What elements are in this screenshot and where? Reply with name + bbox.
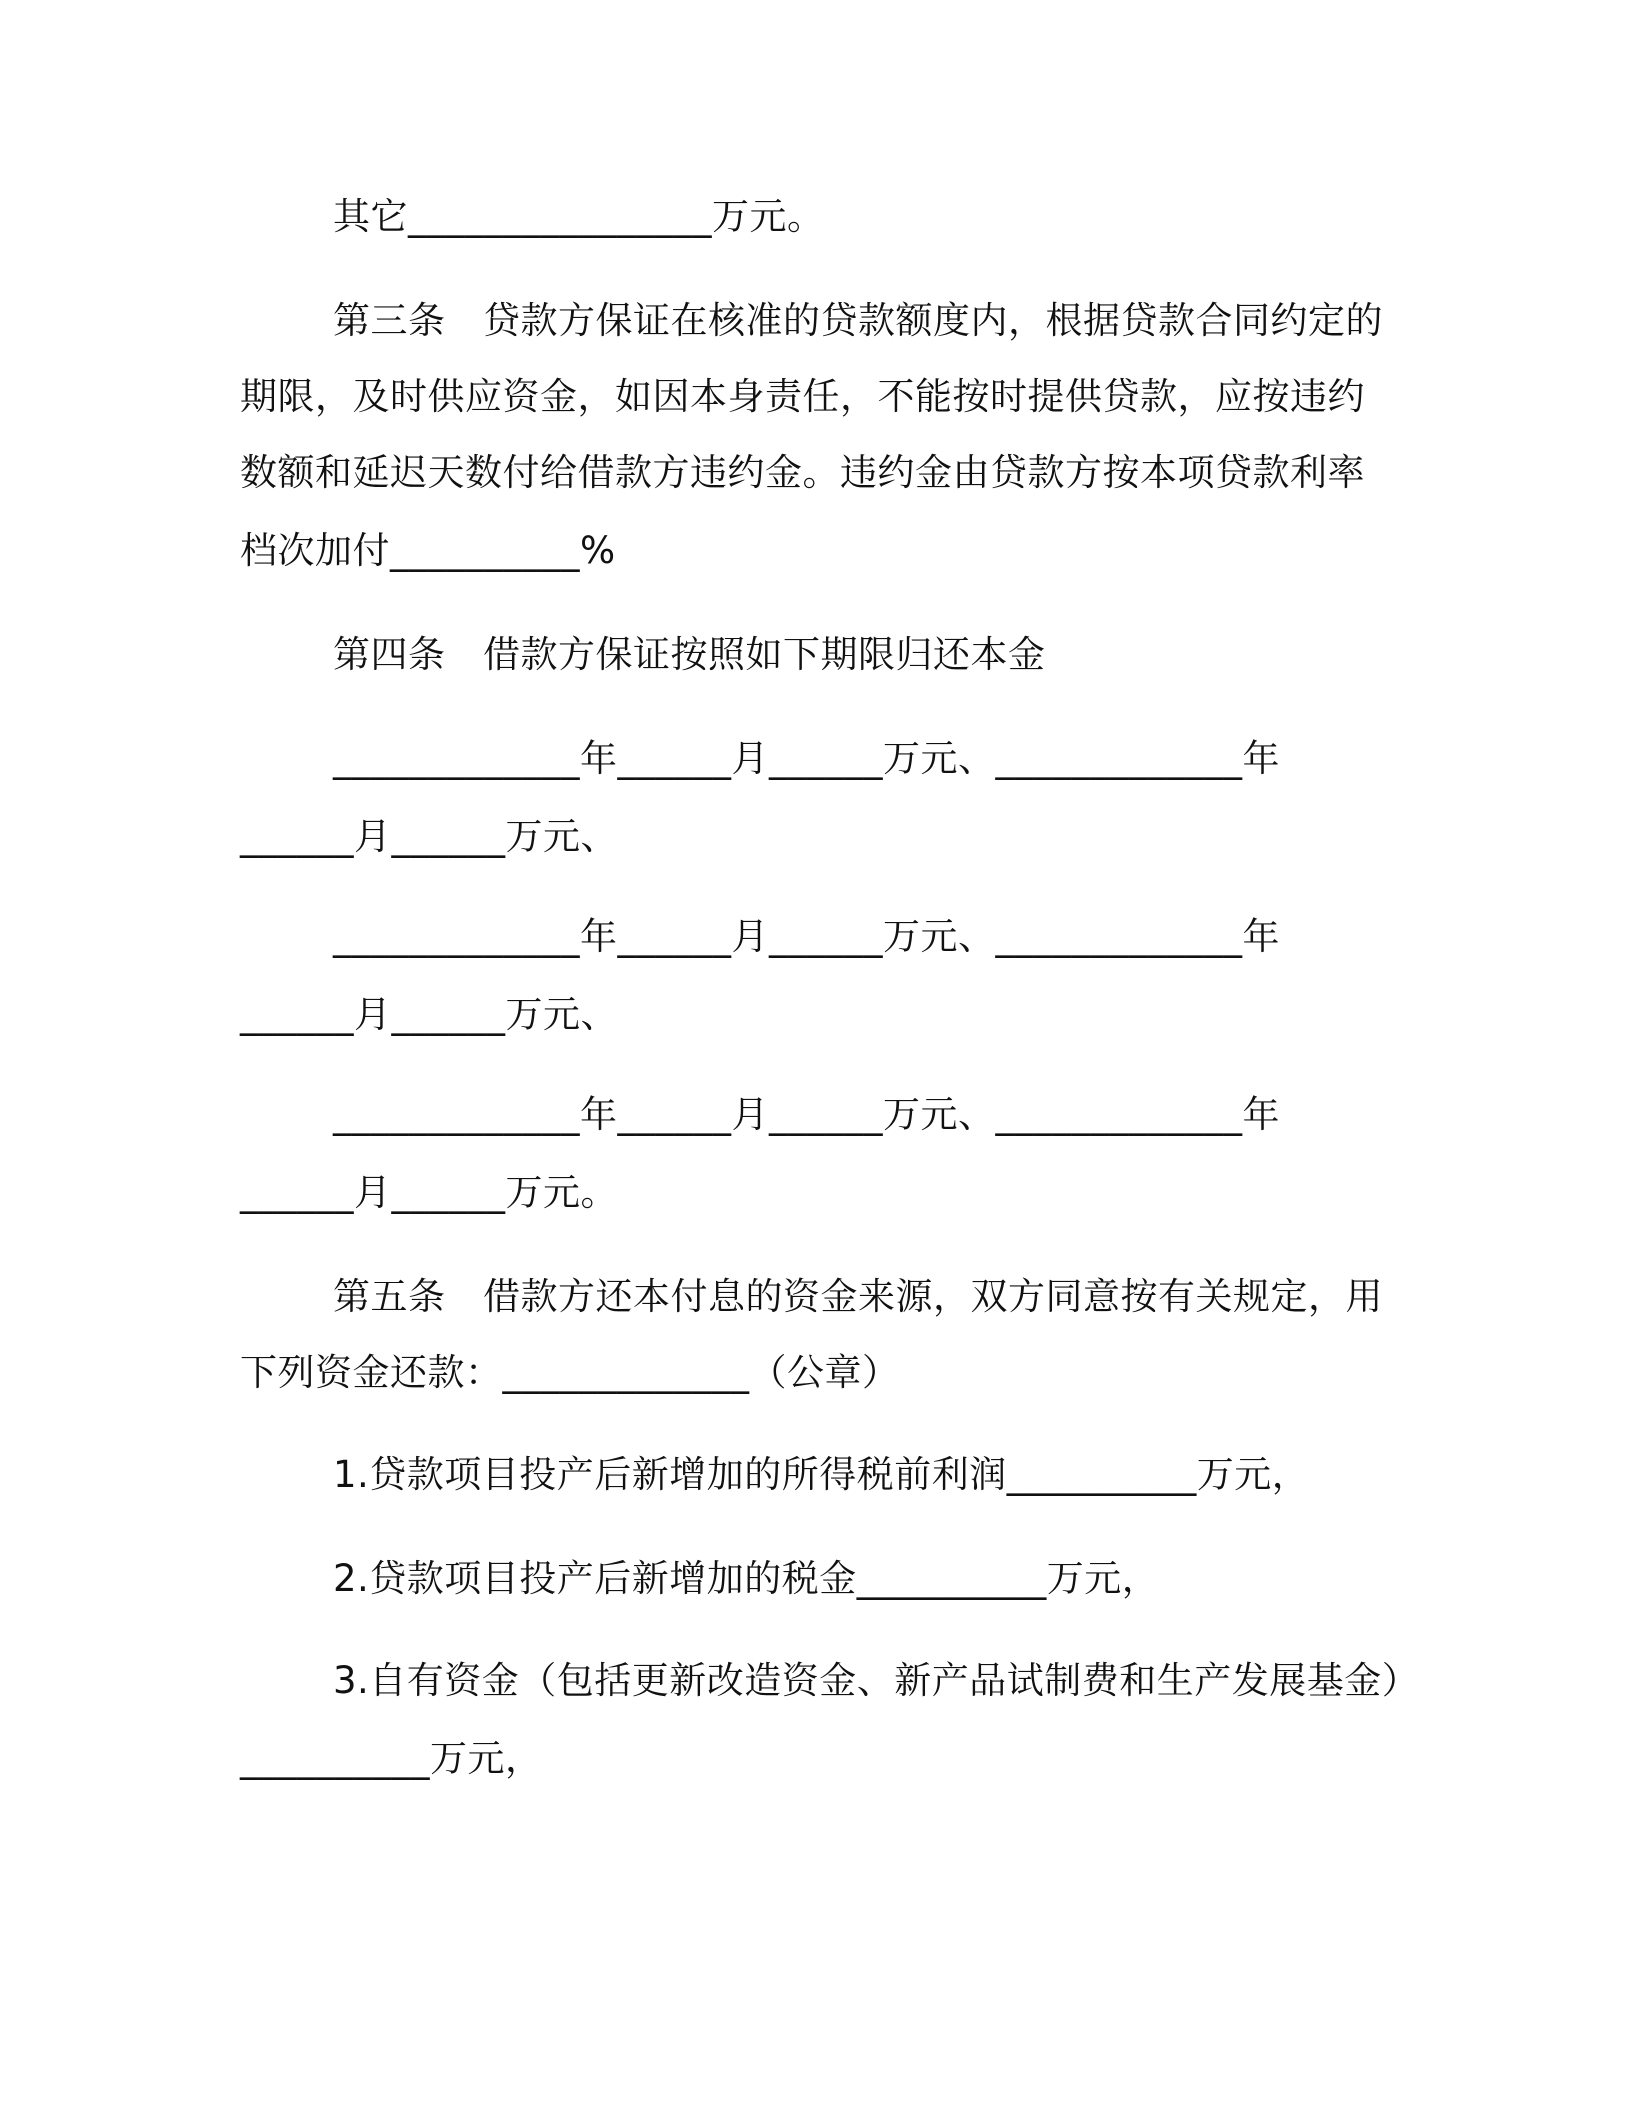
repayment-schedule-line-6: ______月______万元。 bbox=[240, 1171, 618, 1214]
repayment-schedule-line-2: ______月______万元、 bbox=[240, 815, 618, 858]
article-5-line-2: 下列资金还款：_____________（公章） bbox=[240, 1351, 900, 1394]
article-3-line-4: 档次加付__________% bbox=[240, 529, 616, 572]
article-4-heading: 第四条 借款方保证按照如下期限归还本金 bbox=[333, 633, 1046, 676]
repayment-schedule-line-4: ______月______万元、 bbox=[240, 993, 618, 1036]
article-3-line-3: 数额和延迟天数付给借款方违约金。违约金由贷款方按本项贷款利率 bbox=[240, 451, 1365, 494]
fund-source-item-2: 2.贷款项目投产后新增加的税金__________万元， bbox=[333, 1557, 1160, 1600]
repayment-schedule-line-3: _____________年______月______万元、_____________年 bbox=[333, 915, 1280, 958]
fund-source-item-3: 3.自有资金（包括更新改造资金、新产品试制费和生产发展基金） bbox=[333, 1659, 1420, 1702]
fund-source-item-1: 1.贷款项目投产后新增加的所得税前利润__________万元， bbox=[333, 1453, 1310, 1496]
article-5-line-1: 第五条 借款方还本付息的资金来源，双方同意按有关规定，用 bbox=[333, 1275, 1383, 1318]
article-3-line-2: 期限，及时供应资金，如因本身责任，不能按时提供贷款，应按违约 bbox=[240, 375, 1365, 418]
repayment-schedule-line-5: _____________年______月______万元、_____________年 bbox=[333, 1093, 1280, 1136]
article-3-line-1: 第三条 贷款方保证在核准的贷款额度内，根据贷款合同约定的 bbox=[333, 299, 1383, 342]
other-amount-line: 其它________________万元。 bbox=[333, 195, 825, 238]
repayment-schedule-line-1: _____________年______月______万元、_____________年 bbox=[333, 737, 1280, 780]
fund-source-item-3-amount: __________万元， bbox=[240, 1737, 543, 1780]
